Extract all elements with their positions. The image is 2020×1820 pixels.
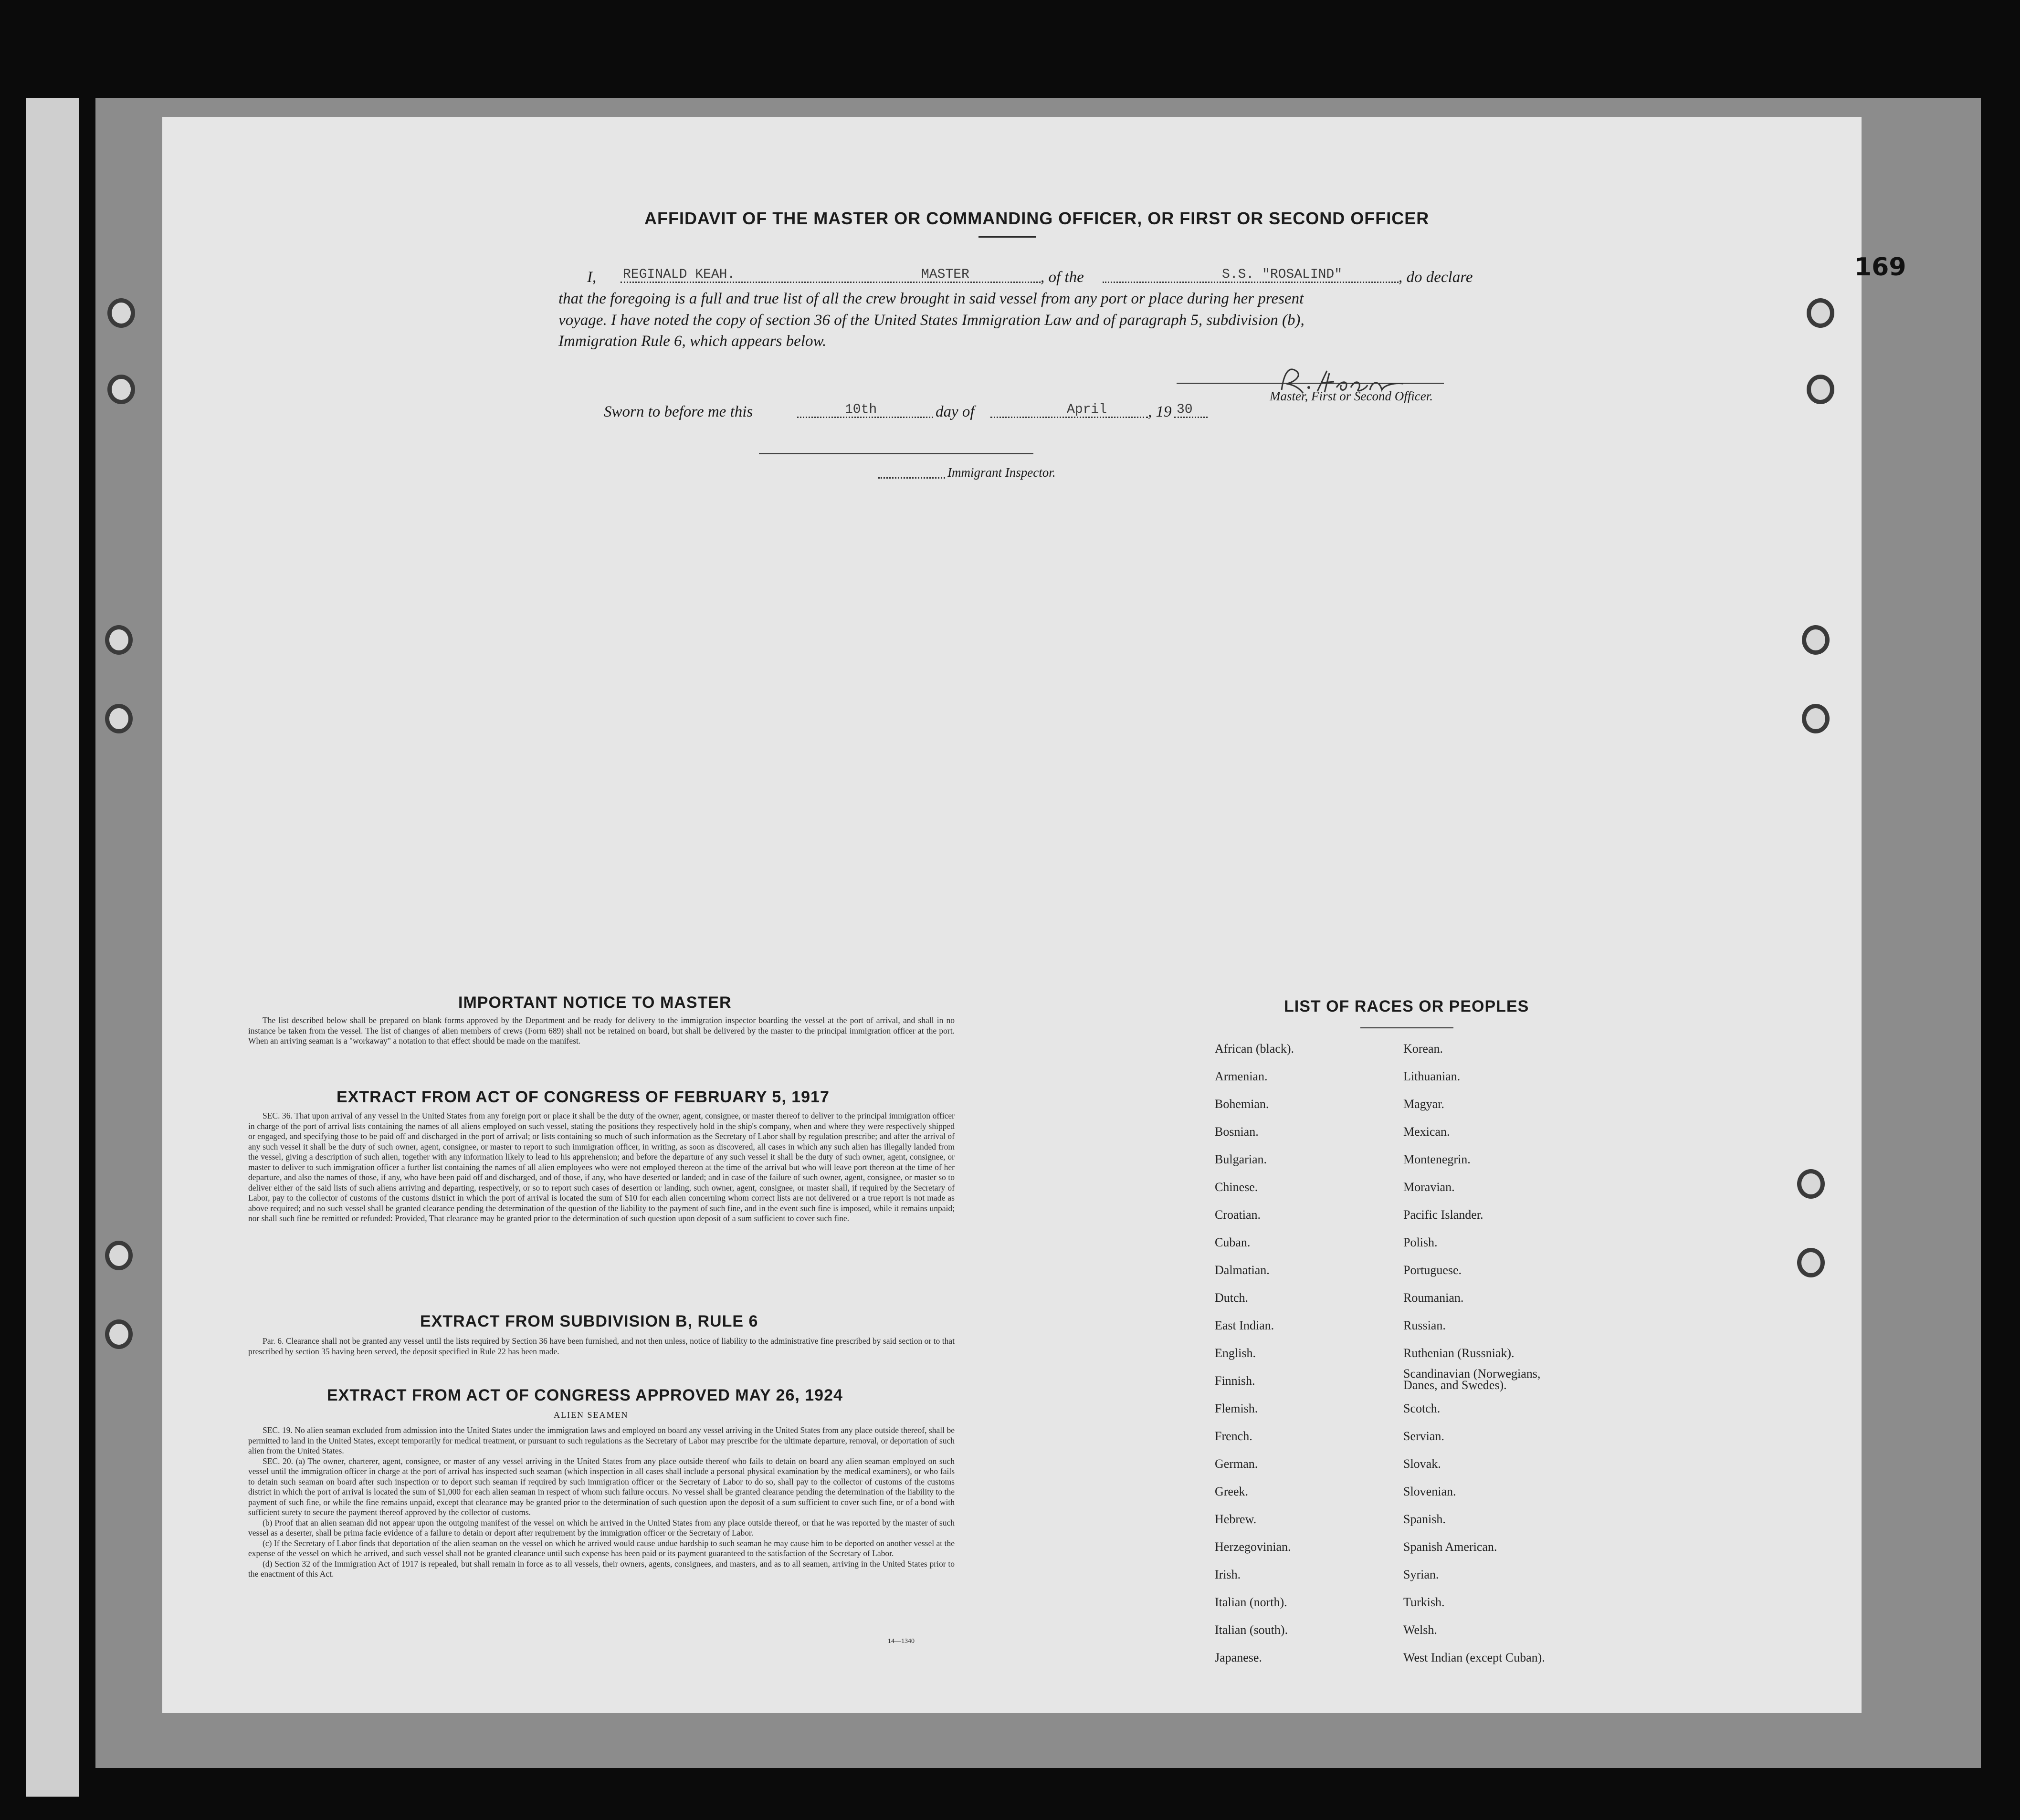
race-item: Slovenian. — [1403, 1485, 1456, 1498]
races-title: LIST OF RACES OR PEOPLES — [1284, 997, 1529, 1015]
race-item: West Indian (except Cuban). — [1403, 1651, 1545, 1664]
race-item: Dalmatian. — [1215, 1263, 1270, 1277]
extract-1917-heading: EXTRACT FROM ACT OF CONGRESS OF FEBRUARY 5, 1917 — [337, 1088, 830, 1106]
sec-20a-paragraph: SEC. 20. (a) The owner, charterer, agent, consignee, or master of any vessel arriving in the United States from any place outside thereof who fails to detain on board any alien seaman employed on such vessel until the immigration officer in charge at the port of arrival has inspected such seaman (which inspection in all cases shall include a personal physical examination by the medical examiners), or who fails to detain such seaman on board after such inspection or to deport such seaman if required by such immigration officer or the Secretary of Labor to do so, shall pay to the collector of customs of the customs district in which the port of arrival is located the sum of $1,000 for each alien seaman in respect of whom such failure occurs. No vessel shall be granted clearance pending the determination of the liability to the payment of such fine, or while the fine remains unpaid, except that clearance may be granted prior to the determination of such question upon the deposit of a sum sufficient to cover such fine, or of a bond with sufficient surety to secure the payment thereof approved by the collector of customs. — [248, 1456, 955, 1517]
heading-underline — [978, 236, 1036, 238]
binder-hole-left-6 — [105, 1319, 133, 1349]
sworn-month: April — [1067, 402, 1107, 417]
race-item: Herzegovinian. — [1215, 1540, 1291, 1554]
race-item: Turkish. — [1403, 1595, 1445, 1609]
race-item: Ruthenian (Russniak). — [1403, 1346, 1515, 1360]
signature-caption: Master, First or Second Officer. — [1270, 389, 1433, 403]
race-item: Italian (south). — [1215, 1623, 1288, 1637]
race-item: English. — [1215, 1346, 1256, 1360]
races-title-underline — [1360, 1027, 1453, 1028]
binder-hole-right-4 — [1802, 704, 1830, 733]
page-number: 169 — [1854, 253, 1906, 282]
race-item: Moravian. — [1403, 1180, 1455, 1194]
notice-heading: IMPORTANT NOTICE TO MASTER — [458, 994, 732, 1012]
race-item: Roumanian. — [1403, 1291, 1464, 1305]
race-item: Italian (north). — [1215, 1595, 1287, 1609]
binder-hole-right-5 — [1797, 1169, 1825, 1199]
binder-hole-left-1 — [107, 298, 135, 328]
race-item: Bosnian. — [1215, 1125, 1259, 1139]
binder-hole-left-5 — [105, 1241, 133, 1270]
sworn-year: 30 — [1177, 402, 1193, 417]
race-item: Welsh. — [1403, 1623, 1437, 1637]
binder-hole-right-3 — [1802, 625, 1830, 655]
sec-36-paragraph: SEC. 36. That upon arrival of any vessel in the United States from any foreign port or place it shall be the duty of the owner, agent, consignee, or master thereof to deliver to the principal immigration officer in charge of the port of arrival lists containing the names of all aliens employed on such vessel, stating the positions they respectively hold in the ship's company, when and where they were respectively shipped or engaged, and specifying those to be paid off and discharged in the port of arrival; or lists containing so much of such information as the Secretary of Labor shall by regulation prescribe; and after the arrival of any such vessel it shall be the duty of such owner, agent, consignee, or master to report to such immigration officer, in writing, as soon as discovered, all cases in which any such alien has illegally landed from the vessel, giving a description of such alien, together with any information likely to lead to his apprehension; and before the departure of any such vessel it shall be the duty of such owner, agent, consignee, or master to deliver to such immigration officer a further list containing the names of all alien employees who were not employed thereon at the time of the arrival but who will leave port thereon at the time of her departure, and also the names of those, if any, who have been paid off and discharged, and of those, if any, who have deserted or landed; and in case of the failure of such owner, agent, consignee, or master so to deliver either of the said lists of such aliens arriving and departing, respectively, or so to report such cases of desertion or landing, such owner, agent, consignee, or master shall, if required by the Secretary of Labor, pay to the collector of customs of the customs district in which the port of arrival is located the sum of $10 for each alien concerning whom correct lists are not delivered or a true report is not made as above required; and no such vessel shall be granted clearance pending the determination of the question of the liability to the payment of such fine, and in the event such fine is imposed, while it remains unpaid; nor shall such fine be remitted or refunded: Provided, That clearance may be granted prior to the determination of such question upon deposit of a sum sufficient to cover such fine. — [248, 1111, 955, 1223]
race-item: Chinese. — [1215, 1180, 1258, 1194]
affidavit-line2: that the foregoing is a full and true list of all the crew brought in said vessel from any port or place during her present — [558, 290, 1304, 307]
race-item: Finnish. — [1215, 1374, 1255, 1388]
form-number: 14—1340 — [888, 1638, 915, 1645]
race-item: East Indian. — [1215, 1318, 1274, 1332]
race-item: Scandinavian (Norwegians, Danes, and Swedes). — [1403, 1367, 1541, 1392]
race-item: Bohemian. — [1215, 1097, 1269, 1111]
race-item: Syrian. — [1403, 1568, 1439, 1581]
affidavit-line3: voyage. I have noted the copy of section 36 of the United States Immigration Law and of paragraph 5, subdivision (b), — [558, 312, 1305, 329]
day-of-text: day of — [936, 403, 975, 420]
race-item: Magyar. — [1403, 1097, 1444, 1111]
inspector-caption: Immigrant Inspector. — [947, 465, 1056, 480]
race-item: Flemish. — [1215, 1402, 1258, 1415]
race-item: Polish. — [1403, 1235, 1438, 1249]
race-item: Greek. — [1215, 1485, 1249, 1498]
affidavit-heading: AFFIDAVIT OF THE MASTER OR COMMANDING OFFICER, OR FIRST OR SECOND OFFICER — [644, 209, 1430, 228]
race-item: French. — [1215, 1429, 1252, 1443]
extract-rule6-text — [248, 1336, 955, 1357]
vessel-name: S.S. "ROSALIND" — [1222, 267, 1343, 282]
alien-seamen-subheading: ALIEN SEAMEN — [554, 1410, 629, 1420]
race-item: Spanish American. — [1403, 1540, 1497, 1554]
sec-19-paragraph: SEC. 19. No alien seaman excluded from admission into the United States under the immigration laws and employed on board any vessel arriving in the United States from any place outside thereof, shall be permitted to land in the United States, except temporarily for medical treatment, or pursuant to such regulations as the Secretary of Labor may prescribe for the ultimate departure, removal, or deportation of such alien from the United States. — [248, 1425, 955, 1455]
affidavit-line1-prefix: I, — [587, 269, 597, 286]
race-item: Scotch. — [1403, 1402, 1441, 1415]
par-6-paragraph: Par. 6. Clearance shall not be granted any vessel until the lists required by Section 36 have been furnished, and not then unless, notice of liability to the administrative fine prescribed by said section or to that prescribed by section 35 having been served, the deposit specified in Rule 22 has been made. — [248, 1336, 955, 1356]
race-item: German. — [1215, 1457, 1258, 1471]
binder-hole-right-6 — [1797, 1248, 1825, 1277]
master-rank: MASTER — [921, 267, 969, 282]
extract-1924-heading: EXTRACT FROM ACT OF CONGRESS APPROVED MAY 26, 1924 — [327, 1386, 843, 1404]
race-item: Lithuanian. — [1403, 1069, 1461, 1083]
notice-paragraph: The list described below shall be prepared on blank forms approved by the Department and be ready for delivery to the immigration inspector boarding the vessel at the port of arrival, and shall in no instance be taken from the vessel. The list of changes of alien members of crews (Form 689) shall not be retained on board, but shall be delivered by the master to the principal immigration officer at the port. When an arriving seaman is a "workaway" a notation to that effect should be made on the manifest. — [248, 1015, 955, 1046]
notice-text — [248, 1015, 955, 1046]
race-item: Mexican. — [1403, 1125, 1450, 1139]
race-item: Pacific Islander. — [1403, 1208, 1483, 1222]
binder-hole-left-3 — [105, 625, 133, 655]
race-item: Slovak. — [1403, 1457, 1441, 1471]
race-item: Hebrew. — [1215, 1512, 1257, 1526]
race-item: Cuban. — [1215, 1235, 1251, 1249]
master-name: REGINALD KEAH. — [623, 267, 736, 282]
sworn-day: 10th — [845, 402, 877, 417]
inspector-signature-line — [759, 453, 1033, 454]
race-item: Russian. — [1403, 1318, 1446, 1332]
binder-hole-left-4 — [105, 704, 133, 733]
extract-1924-text — [248, 1425, 955, 1579]
race-item: Irish. — [1215, 1568, 1241, 1581]
extract-1917-text — [248, 1111, 955, 1224]
race-item: Dutch. — [1215, 1291, 1249, 1305]
binder-hole-left-2 — [107, 375, 135, 404]
sec-20d-paragraph: (d) Section 32 of the Immigration Act of 1917 is repealed, but shall remain in force as to all vessels, their owners, agents, consignees, and masters, and as to all seamen, arriving in the United States prior to the enactment of this Act. — [248, 1559, 955, 1579]
sworn-prefix: Sworn to before me this — [604, 403, 753, 420]
sec-20b-paragraph: (b) Proof that an alien seaman did not appear upon the outgoing manifest of the vessel on which he arrived in the United States from any place outside thereof, or that he was reported by the master of such vessel as a deserter, shall be prima facie evidence of a failure to detain or deport after requirement by the immigration officer or the Secretary of Labor. — [248, 1517, 955, 1538]
race-item: Portuguese. — [1403, 1263, 1462, 1277]
race-item: African (black). — [1215, 1042, 1294, 1056]
sec-20c-paragraph: (c) If the Secretary of Labor finds that deportation of the alien seaman on the vessel on which he arrived would cause undue hardship to such seaman he may cause him to be deported on another vessel at the expense of the vessel on which he arrived, and such vessel shall not be granted clearance until such expense has been paid or its payment guaranteed to the satisfaction of the Secretary of Labor. — [248, 1538, 955, 1558]
inspector-dotline — [878, 477, 945, 479]
race-item: Croatian. — [1215, 1208, 1261, 1222]
race-item: Armenian. — [1215, 1069, 1268, 1083]
year-prefix: , 19 — [1148, 403, 1172, 420]
affidavit-line4: Immigration Rule 6, which appears below. — [558, 333, 827, 350]
race-item: Korean. — [1403, 1042, 1443, 1056]
of-the-text: , of the — [1041, 269, 1084, 286]
race-item: Servian. — [1403, 1429, 1444, 1443]
race-item: Japanese. — [1215, 1651, 1262, 1664]
binder-hole-right-2 — [1807, 375, 1834, 404]
do-declare-text: , do declare — [1399, 269, 1473, 286]
extract-rule6-heading: EXTRACT FROM SUBDIVISION B, RULE 6 — [420, 1312, 758, 1330]
race-item: Bulgarian. — [1215, 1152, 1267, 1166]
race-item: Montenegrin. — [1403, 1152, 1471, 1166]
binder-hole-right-1 — [1807, 298, 1834, 328]
race-item: Spanish. — [1403, 1512, 1446, 1526]
adjacent-page-strip — [26, 98, 79, 1797]
